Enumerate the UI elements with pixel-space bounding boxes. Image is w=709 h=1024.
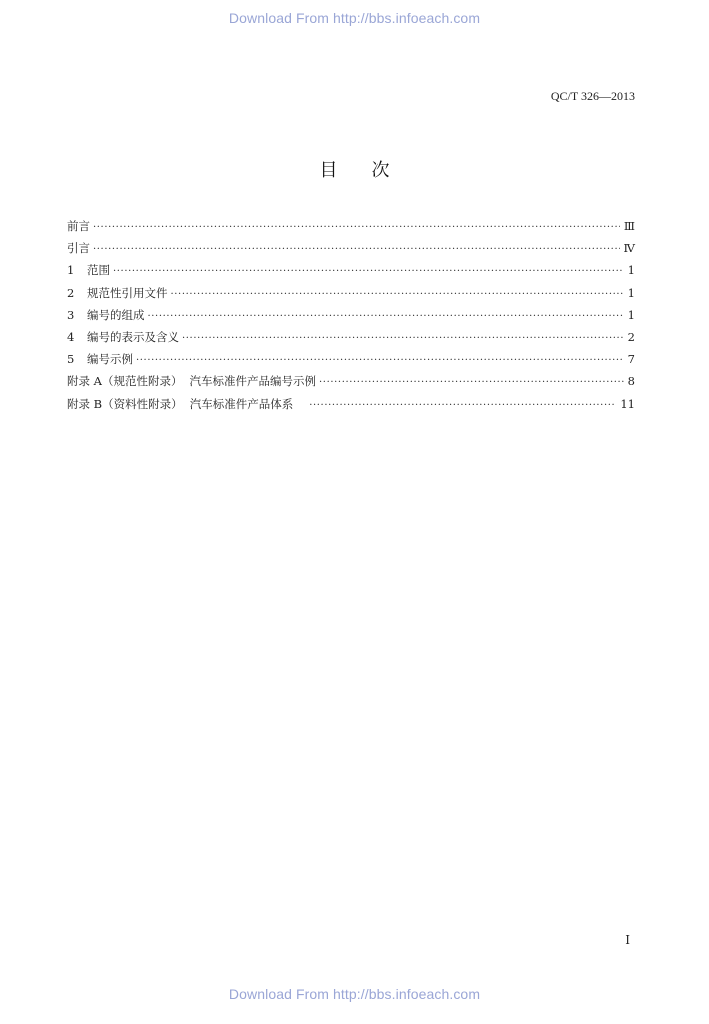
standard-code: QC/T 326—2013 [550,89,635,103]
toc-entry-numbering-composition[interactable] [67,307,635,329]
toc-leader-dots [93,244,620,255]
toc-number: 4 [67,329,75,344]
toc-page: 7 [627,352,635,367]
toc-number: 5 [67,352,75,367]
toc-entry-foreword[interactable] [67,218,635,240]
toc-entry-numbering-examples[interactable] [67,351,635,373]
toc-entry-annex-b[interactable] [67,396,635,418]
toc-entry-annex-a[interactable] [67,373,635,395]
toc-leader-dots [93,222,620,233]
toc-label: 范围 [87,263,110,278]
toc-number: 1 [67,263,75,278]
toc-sublabel: 汽车标准件产品体系 [189,396,294,411]
table-of-contents [67,218,635,418]
toc-leader-dots [171,289,624,300]
page-title: 目次 [319,160,424,181]
watermark-bottom: Download From http://bbs.infoeach.com [228,986,481,1002]
toc-sublabel: 汽车标准件产品编号示例 [189,374,317,389]
toc-page: Ⅲ [623,219,635,233]
toc-number: 2 [67,285,75,300]
toc-label: 编号的表示及含义 [87,329,179,344]
toc-page: 1 [627,285,635,300]
toc-number: 3 [67,307,75,322]
toc-page: 11 [620,396,635,411]
toc-page: 2 [627,329,635,344]
toc-label: 前言 [67,219,90,233]
toc-leader-dots [319,377,624,388]
toc-page: Ⅳ [623,241,635,256]
toc-leader-dots [148,311,624,322]
toc-entry-scope[interactable] [67,262,635,284]
toc-leader-dots [309,400,616,411]
toc-entry-introduction[interactable] [67,240,635,262]
toc-leader-dots [113,266,624,277]
toc-label: 附录 B（资料性附录） [67,396,183,411]
toc-entry-normative-references[interactable] [67,285,635,307]
toc-label: 编号的组成 [87,307,145,322]
toc-label: 引言 [67,241,90,256]
page-number: Ⅰ [625,933,630,947]
toc-entry-numbering-meaning[interactable] [67,329,635,351]
toc-leader-dots [136,355,624,366]
toc-leader-dots [182,333,624,344]
toc-label: 编号示例 [87,352,133,367]
toc-page: 1 [627,263,635,278]
toc-page: 8 [627,374,635,389]
toc-page: 1 [627,307,635,322]
watermark-top: Download From http://bbs.infoeach.com [228,10,481,26]
toc-label: 规范性引用文件 [87,285,168,300]
toc-label: 附录 A（规范性附录） [67,374,183,389]
